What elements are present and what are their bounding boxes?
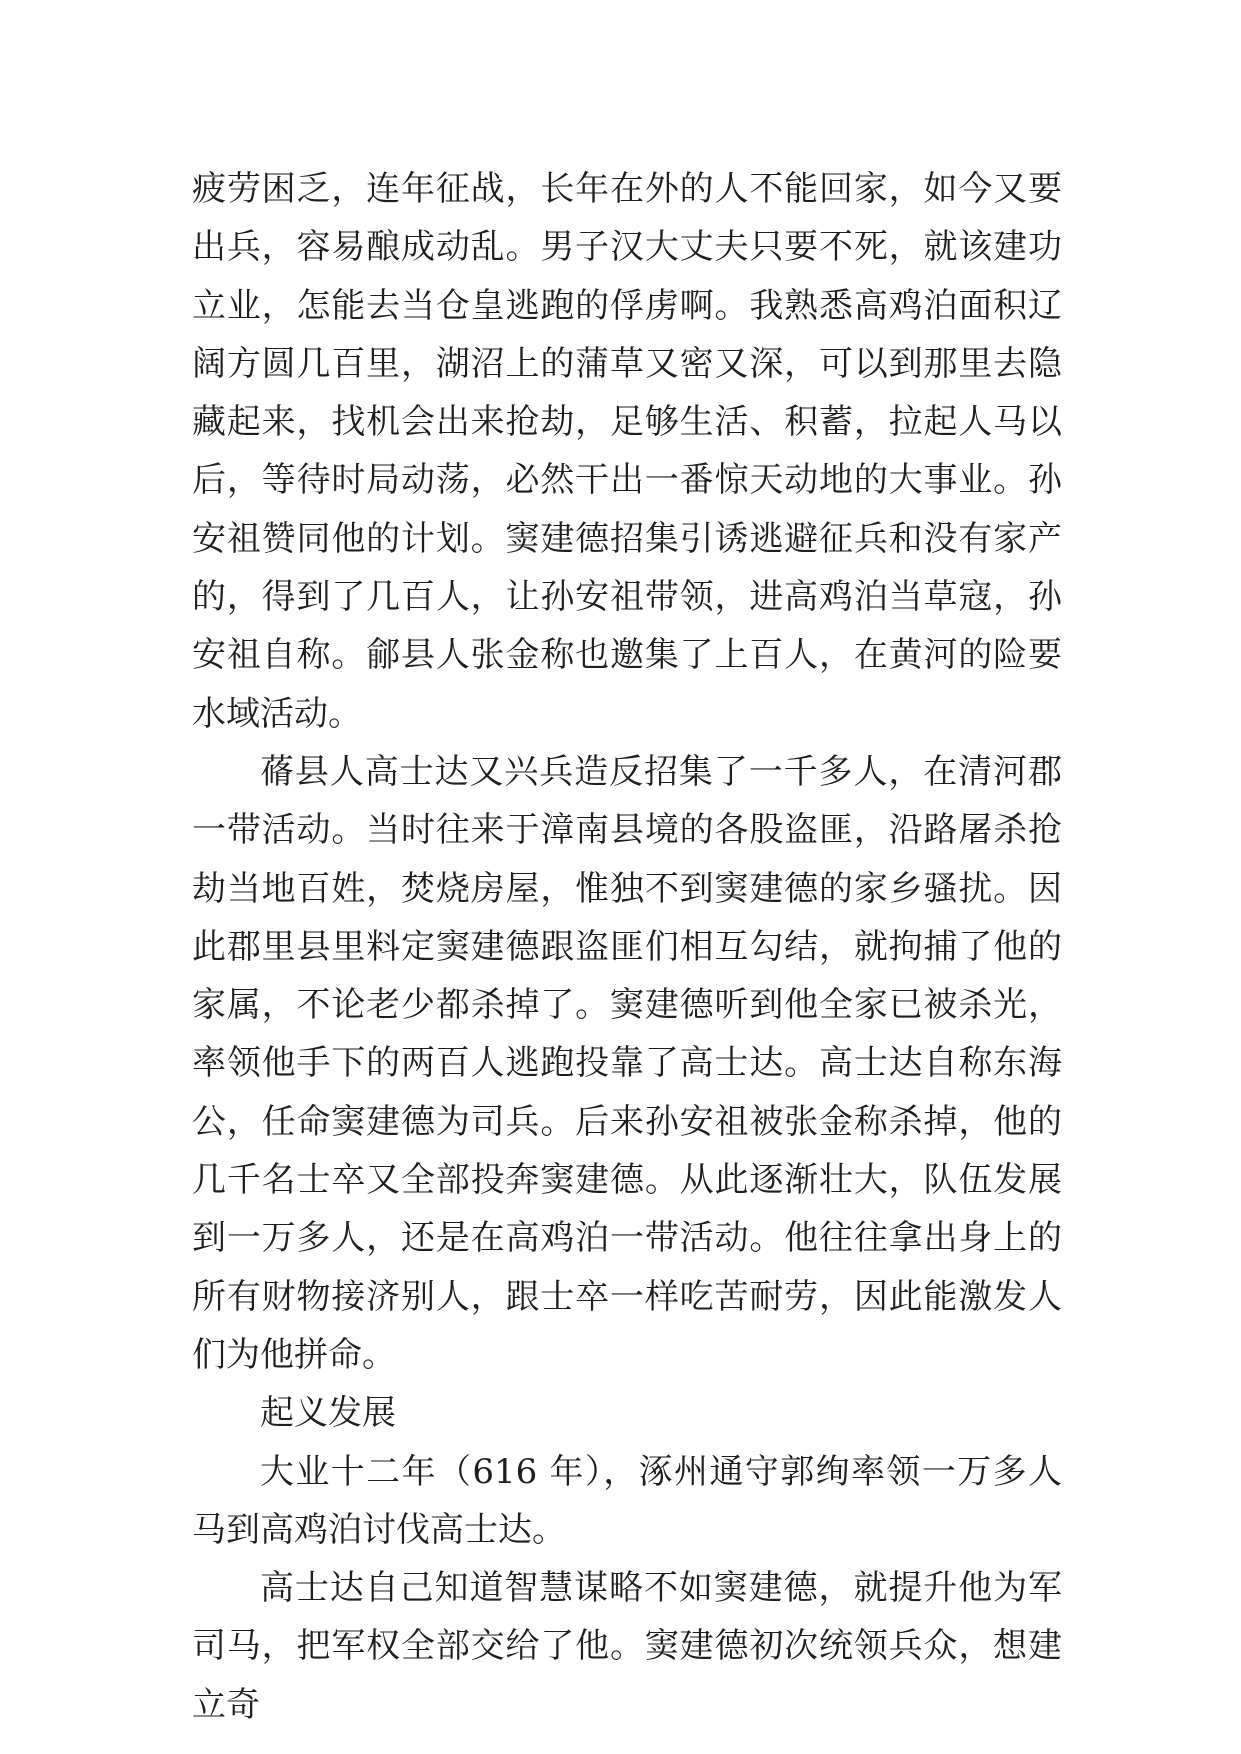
paragraph-2: 蓨县人高士达又兴兵造反招集了一千多人，在清河郡一带活动。当时往来于漳南县境的各股盗匪，沿路屠杀抢劫当地百姓，焚烧房屋，惟独不到窦建德的家乡骚扰。因此郡里县里料定窦建德跟盗匪们相互勾结，就拘捕了他的家属，不论老少都杀掉了。窦建德听到他全家已被杀光，率领他手下的两百人逃跑投靠了高士达。高士达自称东海公，任命窦建德为司兵。后来孙安祖被张金称杀掉，他的几千名士卒又全部投奔窦建德。从此逐渐壮大，队伍发展到一万多人，还是在高鸡泊一带活动。他往往拿出身上的所有财物接济别人，跟士卒一样吃苦耐劳，因此能激发人们为他拼命。 bbox=[192, 751, 1062, 1375]
section-heading: 起义发展 bbox=[260, 1393, 396, 1434]
document-body bbox=[192, 160, 1062, 1734]
paragraph-1: 疲劳困乏，连年征战，长年在外的人不能回家，如今又要出兵，容易酿成动乱。男子汉大丈夫只要不死，就该建功立业，怎能去当仓皇逃跑的俘虏啊。我熟悉高鸡泊面积辽阔方圆几百里，湖沼上的蒲草又密又深，可以到那里去隐藏起来，找机会出来抢劫，足够生活、积蓄，拉起人马以后，等待时局动荡，必然干出一番惊天动地的大事业。孙安祖赞同他的计划。窦建德招集引诱逃避征兵和没有家产的，得到了几百人，让孙安祖带领，进高鸡泊当草寇，孙安祖自称。鄃县人张金称也邀集了上百人，在黄河的险要水域活动。 bbox=[192, 169, 1062, 734]
paragraph-4: 高士达自己知道智慧谋略不如窦建德，就提升他为军司马，把军权全部交给了他。窦建德初次统领兵众，想建立奇 bbox=[192, 1568, 1062, 1725]
paragraph-3: 大业十二年（616 年），涿州通守郭绚率领一万多人马到高鸡泊讨伐高士达。 bbox=[192, 1451, 1062, 1550]
